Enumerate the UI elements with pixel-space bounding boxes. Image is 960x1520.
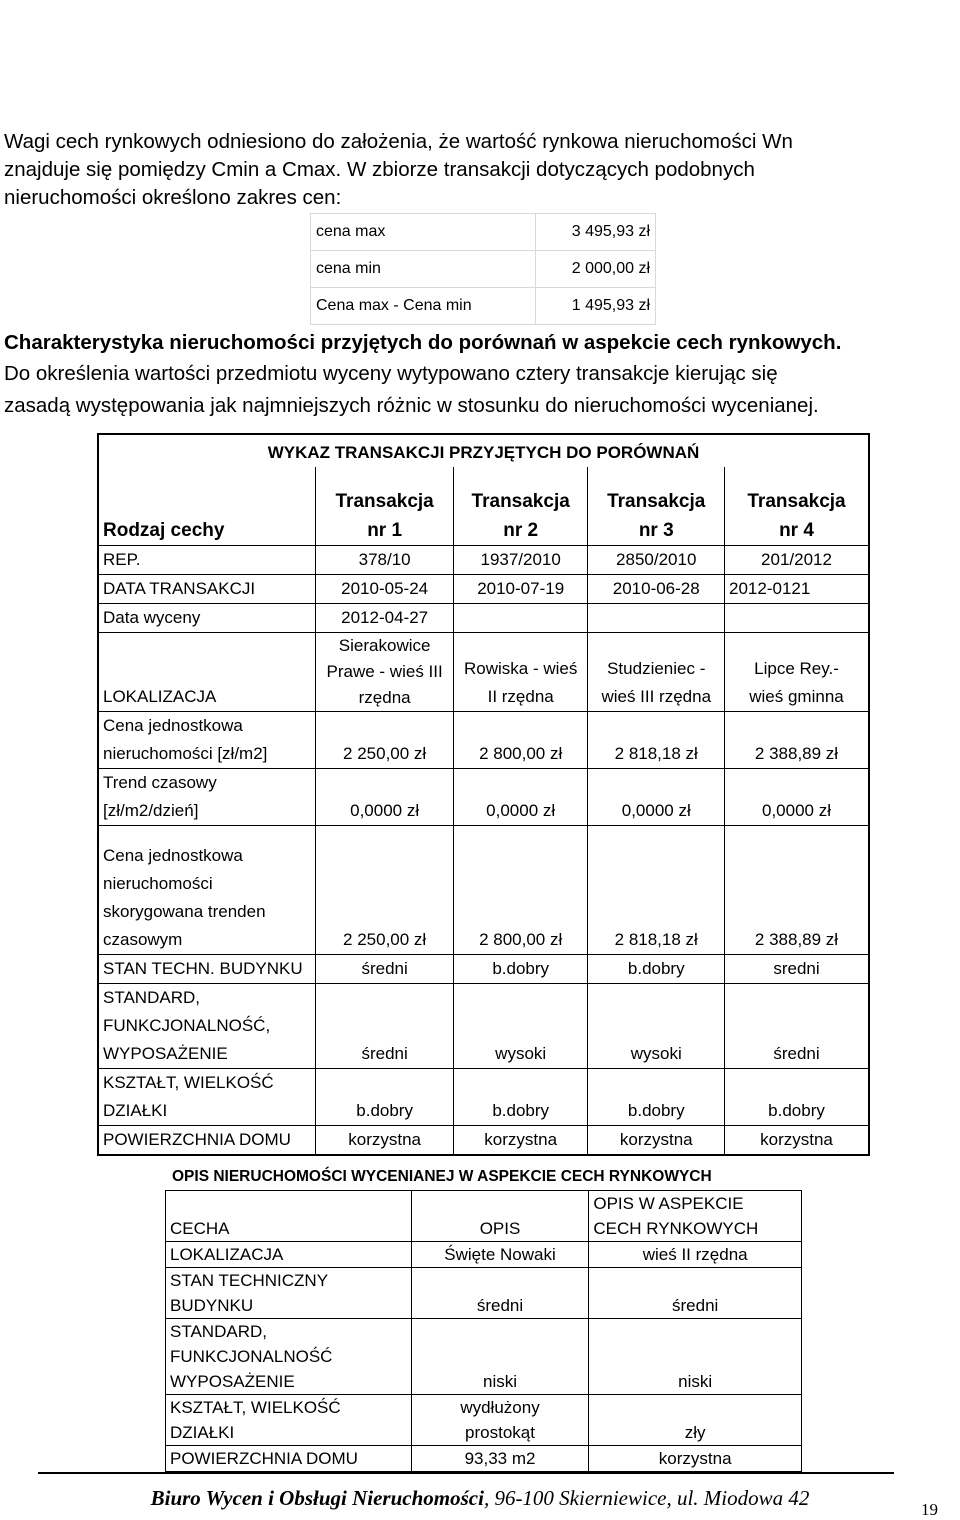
row-label: STAN TECHN. BUDYNKU: [98, 955, 316, 984]
price-row: [311, 288, 656, 325]
cell: 2 388,89 zł: [725, 826, 869, 955]
price-range-table: [310, 213, 656, 325]
subject-row: [166, 1395, 802, 1446]
header-rule: ----------------------------------------------------------------------------------------------------------------------------------------: [162, 42, 798, 58]
cell: 2850/2010: [588, 546, 725, 575]
table-row-standard: [98, 984, 869, 1069]
cell: [725, 604, 869, 633]
subject-aspekt: niski: [589, 1319, 802, 1395]
footer-company: Biuro Wycen i Obsługi Nieruchomości: [150, 1486, 484, 1510]
row-label: POWIERZCHNIA DOMU: [98, 1126, 316, 1156]
header-transaction-3: Transakcja nr 3: [588, 467, 725, 546]
transactions-table: [97, 433, 870, 1156]
row-label: Cena jednostkowa nieruchomości [zł/m2]: [98, 712, 316, 769]
cell: wysoki: [453, 984, 588, 1069]
header-line-1: Operat szacunkowy z określenia wartości rynkowej nieruchomości gruntowej zabudowanej, oznaczonej w: [71, 0, 889, 20]
cell: [453, 604, 588, 633]
cell: sredni: [725, 955, 869, 984]
row-label: Trend czasowy [zł/m2/dzień]: [98, 769, 316, 826]
row-label: Cena jednostkowa nieruchomości skorygowana trenden czasowym: [98, 826, 316, 955]
cell: 2012-04-27: [316, 604, 454, 633]
cell: średni: [725, 984, 869, 1069]
para2-line-2: zasadą występowania jak najmniejszych różnic w stosunku do nieruchomości wycenianej.: [4, 394, 819, 417]
para2-line-1: Do określenia wartości przedmiotu wyceny wytypowano cztery transakcje kierując się: [4, 362, 778, 385]
subject-row: [166, 1242, 802, 1268]
subject-header-aspekt: OPIS W ASPEKCIE CECH RYNKOWYCH: [589, 1191, 802, 1242]
intro-line-3: nieruchomości określono zakres cen:: [4, 186, 342, 209]
cell: 2 818,18 zł: [588, 826, 725, 955]
subject-row: [166, 1268, 802, 1319]
table-row-cena-jednostkowa: [98, 712, 869, 769]
cell: b.dobry: [453, 955, 588, 984]
cell: korzystna: [725, 1126, 869, 1156]
row-label: Data wyceny: [98, 604, 316, 633]
subject-row: [166, 1446, 802, 1472]
price-value: 2 000,00 zł: [535, 251, 655, 288]
subject-cecha: KSZTAŁT, WIELKOŚĆ DZIAŁKI: [166, 1395, 412, 1446]
subject-table: [165, 1190, 802, 1472]
page-header: [0, 0, 960, 58]
cell: 0,0000 zł: [725, 769, 869, 826]
subject-aspekt: zły: [589, 1395, 802, 1446]
table-header-row: [98, 467, 869, 546]
table-row-rep: [98, 546, 869, 575]
cell: 1937/2010: [453, 546, 588, 575]
subject-header-cecha: CECHA: [166, 1191, 412, 1242]
cell: korzystna: [316, 1126, 454, 1156]
table-row-stan: [98, 955, 869, 984]
cell: 0,0000 zł: [588, 769, 725, 826]
subject-cecha: STAN TECHNICZNY BUDYNKU: [166, 1268, 412, 1319]
price-label: Cena max - Cena min: [311, 288, 536, 325]
subject-aspekt: średni: [589, 1268, 802, 1319]
table-row-cena-skorygowana: [98, 826, 869, 955]
subject-cecha: STANDARD, FUNKCJONALNOŚĆ WYPOSAŻENIE: [166, 1319, 412, 1395]
footer-address: , 96-100 Skierniewice, ul. Miodowa 42: [483, 1486, 810, 1510]
table-row-lokalizacja: [98, 633, 869, 712]
cell: średni: [316, 955, 454, 984]
table-row-data-transakcji: [98, 575, 869, 604]
cell: b.dobry: [588, 955, 725, 984]
subject-cecha: POWIERZCHNIA DOMU: [166, 1446, 412, 1472]
price-label: cena min: [311, 251, 536, 288]
subject-opis: niski: [411, 1319, 589, 1395]
subject-header-opis: OPIS: [411, 1191, 589, 1242]
price-value: 1 495,93 zł: [535, 288, 655, 325]
cell: b.dobry: [588, 1069, 725, 1126]
cell: 2012-0121: [725, 575, 869, 604]
cell: korzystna: [453, 1126, 588, 1156]
cell: 0,0000 zł: [316, 769, 454, 826]
cell: 2 250,00 zł: [316, 826, 454, 955]
section-heading: Charakterystyka nieruchomości przyjętych do porównań w aspekcie cech rynkowych.: [4, 331, 842, 354]
table-row-data-wyceny: [98, 604, 869, 633]
cell: średni: [316, 984, 454, 1069]
cell: 2010-07-19: [453, 575, 588, 604]
row-label: LOKALIZACJA: [98, 633, 316, 712]
transactions-title: WYKAZ TRANSAKCJI PRZYJĘTYCH DO PORÓWNAŃ: [98, 434, 869, 467]
row-label: STANDARD, FUNKCJONALNOŚĆ, WYPOSAŻENIE: [98, 984, 316, 1069]
header-transaction-1: Transakcja nr 1: [316, 467, 454, 546]
cell: b.dobry: [453, 1069, 588, 1126]
table-row-trend: [98, 769, 869, 826]
footer-rule: [38, 1472, 894, 1474]
cell: 2 800,00 zł: [453, 826, 588, 955]
cell: Studzieniec - wieś III rzędna: [588, 633, 725, 712]
price-label: cena max: [311, 214, 536, 251]
subject-opis: średni: [411, 1268, 589, 1319]
table-row-powierzchnia: [98, 1126, 869, 1156]
subject-aspekt: wieś II rzędna: [589, 1242, 802, 1268]
cell: korzystna: [588, 1126, 725, 1156]
price-value: 3 495,93 zł: [535, 214, 655, 251]
subject-opis: Święte Nowaki: [411, 1242, 589, 1268]
cell: 2 250,00 zł: [316, 712, 454, 769]
price-row: [311, 251, 656, 288]
header-label: Rodzaj cechy: [98, 467, 316, 546]
intro-line-2: znajduje się pomiędzy Cmin a Cmax. W zbiorze transakcji dotyczących podobnych: [4, 158, 755, 181]
subject-cecha: LOKALIZACJA: [166, 1242, 412, 1268]
subject-opis: 93,33 m2: [411, 1446, 589, 1472]
cell: Sierakowice Prawe - wieś III rzędna: [316, 633, 454, 712]
cell: wysoki: [588, 984, 725, 1069]
subject-table-title: OPIS NIERUCHOMOŚCI WYCENIANEJ W ASPEKCIE CECH RYNKOWYCH: [172, 1168, 712, 1185]
row-label: REP.: [98, 546, 316, 575]
cell: [588, 604, 725, 633]
cell: b.dobry: [316, 1069, 454, 1126]
header-transaction-4: Transakcja nr 4: [725, 467, 869, 546]
intro-line-1: Wagi cech rynkowych odniesiono do założenia, że wartość rynkowa nieruchomości Wn: [4, 130, 793, 153]
cell: 2 388,89 zł: [725, 712, 869, 769]
subject-opis: wydłużony prostokąt: [411, 1395, 589, 1446]
cell: Lipce Rey.- wieś gminna: [725, 633, 869, 712]
subject-aspekt: korzystna: [589, 1446, 802, 1472]
cell: 0,0000 zł: [453, 769, 588, 826]
subject-row: [166, 1319, 802, 1395]
cell: 2 818,18 zł: [588, 712, 725, 769]
subject-header-row: [166, 1191, 802, 1242]
row-label: KSZTAŁT, WIELKOŚĆ DZIAŁKI: [98, 1069, 316, 1126]
page-footer: [0, 1486, 960, 1511]
price-row: [311, 214, 656, 251]
cell: b.dobry: [725, 1069, 869, 1126]
table-row-ksztalt: [98, 1069, 869, 1126]
cell: Rowiska - wieś II rzędna: [453, 633, 588, 712]
page-number: 19: [921, 1500, 938, 1519]
header-line-2: ewidencji gruntów jako działki nr 195 i 71/1, położonej we wsi Święte Laski, powiat skierniewicki: [109, 20, 851, 40]
cell: 378/10: [316, 546, 454, 575]
cell: 2010-05-24: [316, 575, 454, 604]
cell: 201/2012: [725, 546, 869, 575]
cell: 2010-06-28: [588, 575, 725, 604]
cell: 2 800,00 zł: [453, 712, 588, 769]
row-label: DATA TRANSAKCJI: [98, 575, 316, 604]
header-transaction-2: Transakcja nr 2: [453, 467, 588, 546]
